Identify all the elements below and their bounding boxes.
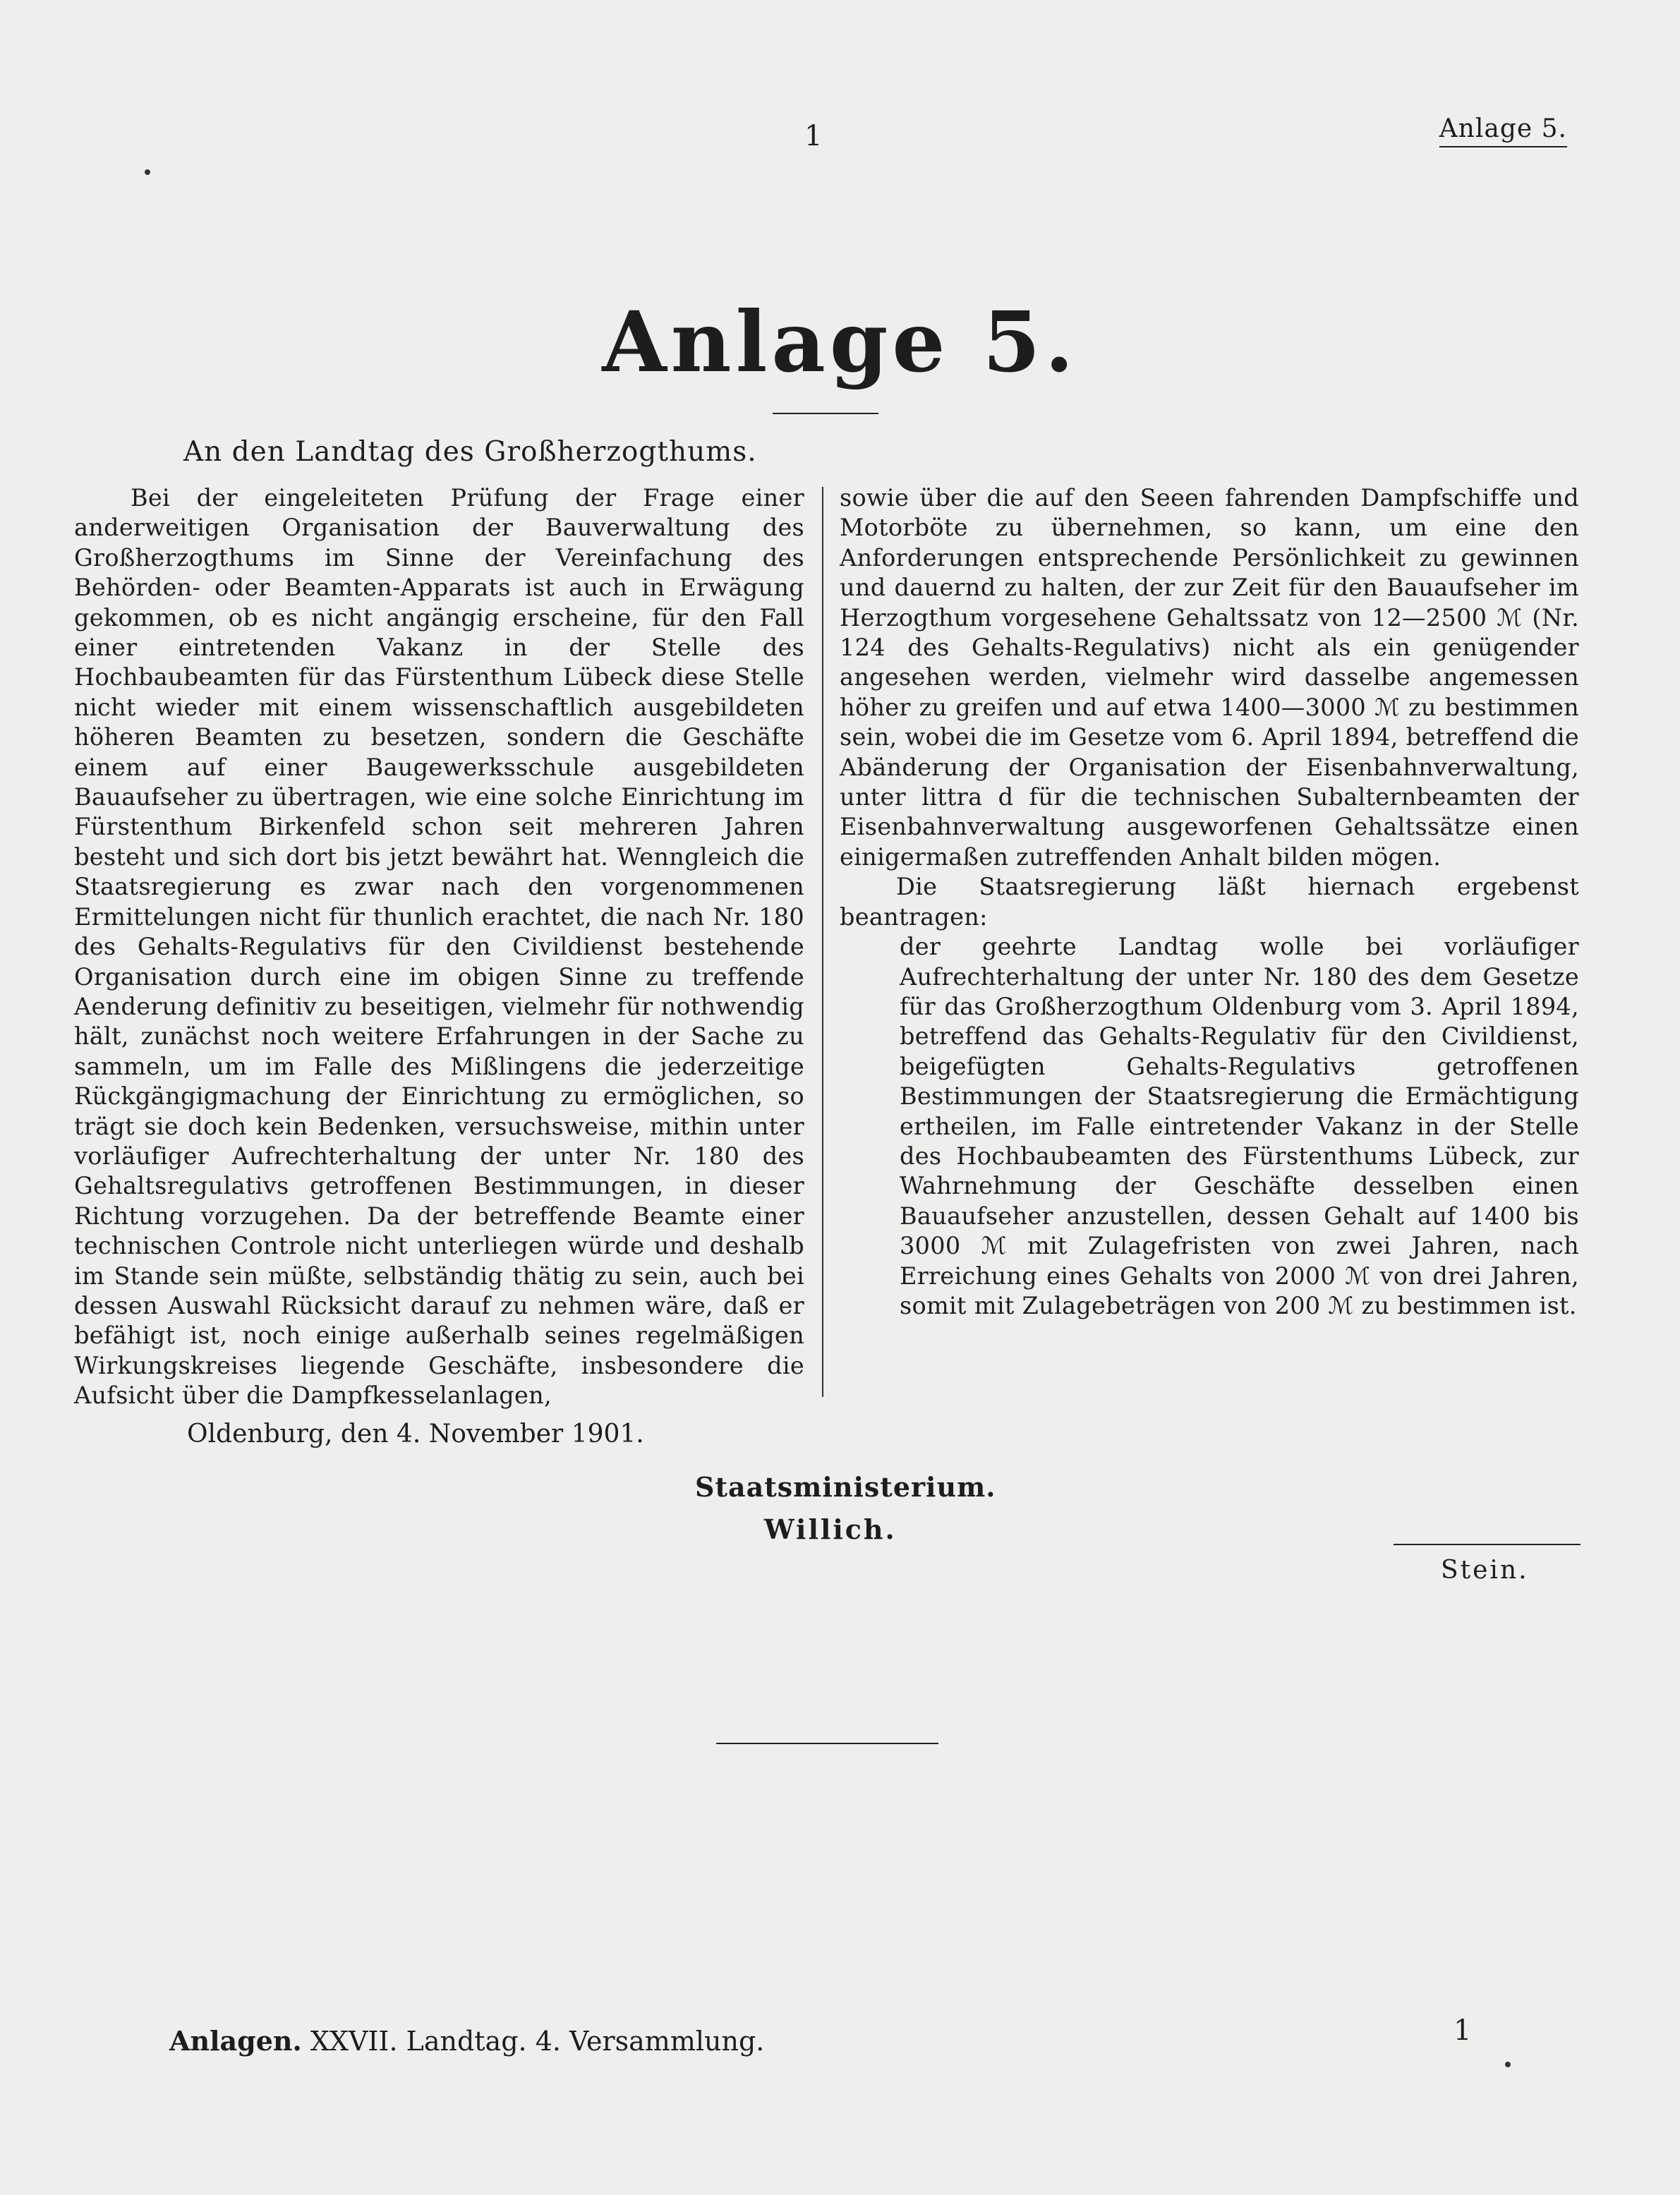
signature-stein: Stein. [1441, 1556, 1529, 1585]
end-rule [716, 1743, 938, 1744]
body-left-column [74, 483, 804, 1411]
motion-text: der geehrte Landtag wolle bei vorläufiger Aufrechterhaltung der unter Nr. 180 des dem Gesetze für das Großherzogthum Oldenburg vom 3. April 1894, betreffend das Gehalts-Regulativ für den Civildienst, beigefügten Gehalts-Regulativs getroffenen Bestimmungen der Staatsregierung die Ermächtigung ertheilen, im Falle eintretender Vakanz in der Stelle des Hochbaubeamten des Fürstenthums Lübeck, zur Wahrnehmung der Geschäfte desselben einen Bauaufseher anzustellen, dessen Gehalt auf 1400 bis 3000 ℳ mit Zulagefristen von zwei Jahren, nach Erreichung eines Gehalts von 2000 ℳ von drei Jahren, somit mit Zulagebeträgen von 200 ℳ zu bestimmen ist. [900, 933, 1579, 1319]
ministry-name: Staatsministerium. [695, 1471, 996, 1503]
address-line: An den Landtag des Großherzogthums. [183, 436, 757, 468]
header-label: Anlage 5. [1439, 114, 1567, 147]
footer-imprint-rest: XXVII. Landtag. 4. Versammlung. [310, 2026, 765, 2057]
footer-imprint-bold: Anlagen. [169, 2025, 302, 2057]
column-divider [822, 487, 823, 1397]
title-rule [773, 413, 878, 414]
signature-rule [1394, 1544, 1581, 1545]
footer-imprint [169, 2025, 764, 2057]
signature-willich: Willich. [764, 1513, 897, 1545]
body-paragraph-right: sowie über die auf den Seeen fahrenden Dampfschiffe und Motorböte zu übernehmen, so kann, um eine den Anforderungen entsprechende Persönlichkeit zu gewinnen und dauernd zu halten, der zur Zeit für den Bauaufseher im Herzogthum vorgesehene Gehaltssatz von 12—2500 ℳ (Nr. 124 des Gehalts-Regulativs) nicht als ein genügender angesehen werden, vielmehr wird dasselbe angemessen höher zu greifen und auf etwa 1400—3000 ℳ zu bestimmen sein, wobei die im Gesetze vom 6. April 1894, betreffend die Abänderung der Organisation der Eisenbahnverwaltung, unter littra d für die technischen Subalternbeamten der Eisenbahnverwaltung ausgeworfenen Gehaltssätze einen einigermaßen zutreffenden Anhalt bilden mögen. [840, 484, 1579, 871]
print-speck [1505, 2062, 1511, 2067]
body-right-column [840, 483, 1579, 1321]
body-paragraph-left: Bei der eingeleiteten Prüfung der Frage einer anderweitigen Organisation der Bauverwaltung des Großherzogthums im Sinne der Vereinfachung des Behörden- oder Beamten-Apparats ist auch in Erwägung gekommen, ob es nicht angängig erscheine, für den Fall einer eintretenden Vakanz in der Stelle des Hochbaubeamten für das Fürstenthum Lübeck diese Stelle nicht wieder mit einem wissenschaftlich ausgebildeten höheren Beamten zu besetzen, sondern die Geschäfte einem auf einer Baugewerksschule ausgebildeten Bauaufseher zu übertragen, wie eine solche Einrichtung im Fürstenthum Birkenfeld schon seit mehreren Jahren besteht und sich dort bis jetzt bewährt hat. Wenngleich die Staatsregierung es zwar nach den vorgenommenen Ermittelungen nicht für thunlich erachtet, die nach Nr. 180 des Gehalts-Regulativs für den Civildienst bestehende Organisation durch eine im obigen Sinne zu treffende Aenderung definitiv zu beseitigen, vielmehr für nothwendig hält, zunächst noch weitere Erfahrungen in der Sache zu sammeln, um im Falle des Mißlingens die jederzeitige Rückgängigmachung der Einrichtung zu ermöglichen, so trägt sie doch kein Bedenken, versuchsweise, mithin unter vorläufiger Aufrechterhaltung der unter Nr. 180 des Gehaltsregulativs getroffenen Bestimmungen, in dieser Richtung vorzugehen. Da der betreffende Beamte einer technischen Controle nicht unterliegen würde und deshalb im Stande sein müßte, selbständig thätig zu sein, auch bei dessen Auswahl Rücksicht darauf zu nehmen wäre, daß er befähigt ist, noch einige außerhalb seines regelmäßigen Wirkungskreises liegende Geschäfte, insbesondere die Aufsicht über die Dampfkesselanlagen, [74, 484, 804, 1410]
motion-intro: Die Staatsregierung läßt hiernach ergebenst beantragen: [840, 873, 1579, 931]
place-date: Oldenburg, den 4. November 1901. [187, 1420, 644, 1449]
document-title: Anlage 5. [602, 293, 1078, 391]
page-number: 1 [804, 120, 823, 152]
footer-page-number: 1 [1454, 2014, 1472, 2047]
print-speck [145, 169, 150, 175]
